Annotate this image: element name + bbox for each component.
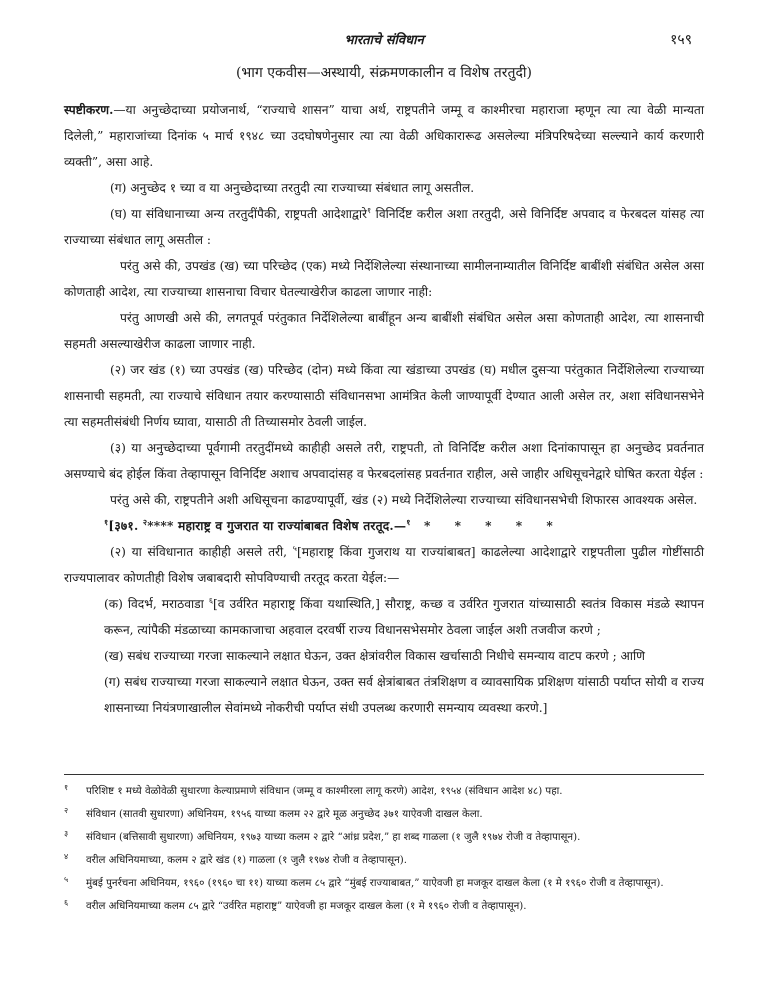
footnote-text: परिशिष्ट १ मध्ये वेळोवेळी सुधारणा केल्याप्रमाणे संविधान (जम्मू व काश्मीरला लागू करणे) आदेश, १९५४ (संविधान आदेश ४८) पहा. — [86, 786, 563, 797]
footnote-divider — [64, 774, 704, 775]
footnote-mark: ३ — [64, 829, 69, 838]
clause-text: (२) या संविधानात काहीही असले तरी, — [110, 545, 288, 559]
inserted-text: [महाराष्ट्र किंवा गुजराथ या राज्यांबाबत] — [296, 545, 476, 559]
clause-gha — [64, 201, 704, 253]
footnote-ref: १ — [367, 205, 372, 215]
footnote-ref: ५ — [292, 543, 297, 553]
explanation-lead: स्पष्टीकरण. — [64, 103, 114, 117]
footnote — [64, 827, 704, 849]
page-number: १५९ — [670, 32, 692, 48]
clause-2: (२) जर खंड (१) च्या उपखंड (ख) परिच्छेद (दोन) मध्ये किंवा त्या खंडाच्या उपखंड (घ) मधील दुसऱ्या परंतुकात निर्देशिलेल्या राज्याच्या शासनाची सहमती, त्या राज्याचे संविधान तयार करण्यासाठी संविधानसभा आमंत्रित केली जाण्यापूर्वी देण्यात आली असेल तर, अशा संविधानसभेने त्या सहमतीसंबंधी निर्णय घ्यावा, यासाठी ती तिच्यासमोर ठेवली जाईल. — [64, 363, 704, 429]
footnote-mark: २ — [64, 806, 69, 815]
footnote-text: वरील अधिनियमाच्या कलम ८५ द्वारे “उर्वरित महाराष्ट्र” याऐवजी हा मजकूर दाखल केला (१ मे १९६० रोजी व तेव्हापासून). — [86, 901, 527, 912]
footnote-mark: १ — [64, 783, 69, 792]
proviso-2: परंतु आणखी असे की, लगतपूर्व परंतुकात निर्देशिलेल्या बाबींहून अन्य बाबींशी संबंधित असेल असा कोणताही आदेश, त्या शासनाची सहमती असल्याखेरीज काढला जाणार नाही. — [64, 311, 704, 351]
footnote-mark: ४ — [64, 852, 69, 861]
explanation-paragraph — [64, 97, 704, 175]
clause-gha-text: (घ) या संविधानाच्या अन्य तरतुदींपैकी, राष्ट्रपती आदेशाद्वारे$^१$ विनिर्दिष्ट करील अशा तरतुदी, असे विनिर्दिष्ट अपवाद व फेरबदल यांसह त्या राज्याच्या संबंधात लागू असतील : — [64, 205, 705, 247]
article-title: महाराष्ट्र व गुजरात या राज्यांबाबत विशेष तरतूद. — [177, 519, 394, 533]
sub-clause-kha: (ख) सबंध राज्याच्या गरजा साकल्याने लक्षात घेऊन, उक्त क्षेत्रांवरील विकास खर्चासाठी निधीचे समन्याय वाटप करणे ; आणि — [104, 649, 645, 663]
clause-text: काढलेल्या आदेशाद्वारे राष्ट्रपतीला पुढील गोष्टींसाठी राज्यपालावर कोणतीही विशेष जबाबदारी सोपविण्याची तरतूद करता येईल:— — [64, 545, 704, 585]
footnote-text: संविधान (बत्तिसावी सुधारणा) अधिनियम, १९७३ याच्या कलम २ द्वारे “आंध्र प्रदेश,” हा शब्द गाळला (१ जुलै १९७४ रोजी व तेव्हापासून). — [86, 832, 581, 843]
footnote — [64, 781, 704, 803]
inserted-text: [व उर्वरित महाराष्ट्र किंवा यथास्थिति,] — [213, 597, 380, 611]
footnote-text: वरील अधिनियमाच्या, कलम २ द्वारे खंड (१) गाळला (१ जुलै १९७४ रोजी व तेव्हापासून). — [86, 855, 407, 866]
proviso-3: परंतु असे की, राष्ट्रपतीने अशी अधिसूचना काढण्यापूर्वी, खंड (२) मध्ये निर्देशिलेल्या राज्याच्या संविधानसभेची शिफारस आवश्यक असेल. — [110, 493, 698, 507]
footnote-mark: ६ — [64, 898, 69, 907]
proviso-1: परंतु असे की, उपखंड (ख) च्या परिच्छेद (एक) मध्ये निर्देशिलेल्या संस्थानाच्या सामीलनाम्यातील विनिर्दिष्ट बाबींशी संबंधित असेल असा कोणताही आदेश, त्या राज्याच्या शासनाचा विचार घेतल्याखेरीज काढला जाणार नाही: — [64, 259, 704, 299]
footnotes — [64, 781, 704, 919]
omission-stars-trailing: * * * * * — [423, 519, 563, 533]
footnote-text: संविधान (सातवी सुधारणा) अधिनियम, १९५६ याच्या कलम २२ द्वारे मूळ अनुच्छेद ३७१ याऐवजी दाखल केला. — [86, 809, 483, 820]
body-text — [64, 97, 704, 721]
clause-text: सौराष्ट्र, कच्छ व उर्वरित गुजरात यांच्यासाठी स्वतंत्र विकास मंडळे स्थापन करून, त्यांपैकी मंडळाच्या कामकाजाचा अहवाल दरवर्षी राज्य विधानसभेसमोर ठेवला जाईल अशी तजवीज करणे ; — [104, 597, 705, 637]
article-dash: — — [393, 519, 407, 533]
article-number: [३७१. — [108, 519, 139, 533]
clause-3: (३) या अनुच्छेदाच्या पूर्वगामी तरतुदींमध्ये काहीही असले तरी, राष्ट्रपती, तो विनिर्दिष्ट करील अशा दिनांकापासून हा अनुच्छेद प्रवर्तनात असण्याचे बंद होईल किंवा तेव्हापासून विनिर्दिष्ट अशाच अपवादांसह व फेरबदलांसह प्रवर्तनात राहील, असे जाहीर अधिसूचनेद्वारे घोषित करता येईल : — [64, 441, 704, 481]
explanation-text: —या अनुच्छेदाच्या प्रयोजनार्थ, “राज्याचे शासन” याचा अर्थ, राष्ट्रपतीने जम्मू व काश्मीरचा महाराजा म्हणून त्या त्या वेळी मान्यता दिलेली,” महाराजांच्या दिनांक ५ मार्च १९४८ च्या उदघोषणेनुसार त्या त्या वेळी अधिकारारूढ असलेल्या मंत्रिपरिषदेच्या सल्ल्याने कार्य करणारी व्यक्ती”, असा आहे. — [64, 103, 704, 169]
sub-clause-ka — [64, 591, 704, 643]
footnote — [64, 873, 704, 895]
footnote-ref: १ — [104, 516, 109, 527]
sub-clause-ga: (ग) सबंध राज्याच्या गरजा साकल्याने लक्षात घेऊन, उक्त सर्व क्षेत्रांबाबत तंत्रशिक्षण व व्यावसायिक प्रशिक्षण यांसाठी पर्याप्त सोयी व राज्य शासनाच्या नियंत्रणाखालील सेवांमध्ये नोकरीची पर्याप्त संधी उपलब्ध करणारी समन्याय व्यवस्था करणे.] — [104, 675, 704, 715]
footnote-ref: ६ — [208, 595, 213, 605]
footnote-ref: १ — [406, 516, 411, 527]
footnote — [64, 850, 704, 872]
footnote-mark: ५ — [64, 875, 69, 884]
omission-stars: **** — [147, 519, 174, 533]
part-title: (भाग एकवीस—अस्थायी, संक्रमणकालीन व विशेष तरतुदी) — [235, 65, 533, 81]
article-371-heading — [64, 513, 704, 539]
running-title: भारताचे संविधान — [344, 33, 424, 48]
article-371-clause-2 — [64, 539, 704, 591]
clause-text: (क) विदर्भ, मराठवाडा — [104, 597, 204, 611]
footnote-text: मुंबई पुनर्रचना अधिनियम, १९६० (१९६० चा ११) याच्या कलम ८५ द्वारे “मुंबई राज्याबाबत,” याऐवजी हा मजकूर दाखल केला (१ मे १९६० रोजी व तेव्हापासून). — [86, 878, 664, 889]
footnote-ref: २ — [142, 516, 148, 527]
footnote — [64, 896, 704, 918]
footnote — [64, 804, 704, 826]
clause-ga: (ग) अनुच्छेद १ च्या व या अनुच्छेदाच्या तरतुदी त्या राज्याच्या संबंधात लागू असतील. — [110, 181, 475, 195]
